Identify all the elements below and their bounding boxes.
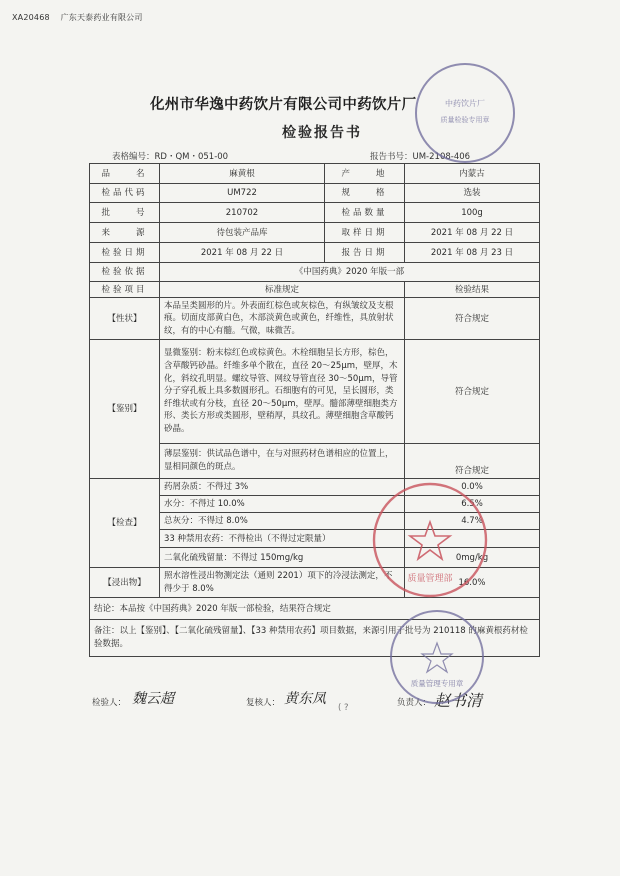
- report-number: 报告书号：UM-2108-406: [370, 152, 471, 162]
- quantity-value: 100g: [405, 203, 540, 223]
- microscopic-standard: 显微鉴别：粉末棕红色或棕黄色。木栓细胞呈长方形，棕色，含草酸钙砂晶。纤维多单个散在，直径 20～25μm，壁厚，木化，斜纹孔明显。螺纹导管、网纹导管直径 30～50μm，导管分子穿孔板上具多数圆形孔。石细胞有的可见，呈长圆形，类纤维状或有分枝，直径 20～50μm，壁厚。髓部薄壁细胞类方形、类长方形或类圆形，壁稍厚，具纹孔。薄壁细胞含草酸钙砂晶。: [160, 340, 405, 444]
- origin-value: 内蒙古: [405, 164, 540, 184]
- test-date-value: 2021 年 08 月 22 日: [160, 243, 325, 263]
- spec-value: 选装: [405, 184, 540, 203]
- source-value: 待包装产品库: [160, 223, 325, 243]
- origin-label: 产 地: [325, 164, 405, 184]
- svg-text:中药饮片厂: 中药饮片厂: [445, 99, 485, 108]
- batch-label: 批 号: [90, 203, 160, 223]
- form-number: 表格编号：RD・QM・051-00: [112, 152, 229, 162]
- responsible-signature: 赵书清: [434, 691, 483, 710]
- moisture-standard: 水分：不得过 10.0%: [160, 496, 405, 513]
- tlc-standard: 薄层鉴别：供试品色谱中，在与对照药材色谱相应的位置上，显相同颜色的斑点。: [160, 444, 405, 479]
- column-result-header: 检验结果: [405, 282, 540, 298]
- report-title: 检验报告书: [282, 125, 362, 141]
- reviewer-mark: ( ?: [338, 703, 349, 713]
- column-standard-header: 标准规定: [160, 282, 405, 298]
- extract-result: 16.0%: [405, 568, 540, 598]
- character-result: 符合规定: [405, 298, 540, 340]
- inspector-signature: 魏云超: [132, 691, 174, 707]
- inspector-label: 检验人：: [92, 698, 127, 708]
- sampling-date-value: 2021 年 08 月 22 日: [405, 223, 540, 243]
- check-label: 【检查】: [90, 479, 160, 568]
- top-corner-header: [12, 12, 151, 23]
- distributor-name: 广东天泰药业有限公司: [60, 13, 143, 22]
- batch-value: 210702: [160, 203, 325, 223]
- ash-standard: 总灰分：不得过 8.0%: [160, 513, 405, 530]
- moisture-result: 6.5%: [405, 496, 540, 513]
- spec-label: 规 格: [325, 184, 405, 203]
- qa-department-stamp: [368, 478, 492, 602]
- sulfur-dioxide-standard: 二氧化硫残留量：不得过 150mg/kg: [160, 548, 405, 568]
- svg-text:质量管理专用章: 质量管理专用章: [410, 679, 464, 688]
- reviewer-signature: 黄东凤: [284, 691, 326, 707]
- basis-value: 《中国药典》2020 年版一部: [160, 263, 540, 282]
- character-standard: 本品呈类圆形的片。外表面红棕色或灰棕色，有纵皱纹及支根痕。切面皮部黄白色，木部淡黄色或黄色，纤维性，具放射状纹，有的中心有髓。气微，味微苦。: [160, 298, 405, 340]
- sample-code-value: UM722: [160, 184, 325, 203]
- column-item-header: 检验项目: [90, 282, 160, 298]
- sampling-date-label: 取样日期: [325, 223, 405, 243]
- impurity-standard: 药屑杂质：不得过 3%: [160, 479, 405, 496]
- svg-text:质量检验专用章: 质量检验专用章: [440, 116, 490, 124]
- extract-standard: 照水溶性浸出物测定法（通则 2201）项下的冷浸法测定，不得少于 8.0%: [160, 568, 405, 598]
- reviewer-label: 复核人：: [246, 698, 281, 708]
- responsible-label: 负责人：: [397, 698, 432, 708]
- report-date-label: 报告日期: [325, 243, 405, 263]
- conclusion: 结论：本品按《中国药典》2020 年版一部检验，结果符合规定: [90, 598, 540, 620]
- quantity-label: 检品数量: [325, 203, 405, 223]
- svg-text:质量管理部: 质量管理部: [407, 574, 453, 584]
- source-label: 来 源: [90, 223, 160, 243]
- product-name-value: 麻黄根: [160, 164, 325, 184]
- product-name-label: 品 名: [90, 164, 160, 184]
- quality-inspection-stamp: [410, 58, 520, 168]
- sulfur-dioxide-result: 0mg/kg: [405, 548, 540, 568]
- sample-code-label: 检品代码: [90, 184, 160, 203]
- pesticide-standard: 33 种禁用农药：不得检出（不得过定限量）: [160, 530, 405, 548]
- qa-special-stamp: [386, 606, 488, 708]
- identification-label: 【鉴别】: [90, 340, 160, 479]
- basis-label: 检验依据: [90, 263, 160, 282]
- tlc-result: 符合规定: [405, 444, 540, 479]
- report-date-value: 2021 年 08 月 23 日: [405, 243, 540, 263]
- character-label: 【性状】: [90, 298, 160, 340]
- remark: 备注：以上【鉴别】、【二氧化硫残留量】、【33 种禁用农药】项目数据，来源引用于批号为 210118 的麻黄根药材检验数据。: [90, 620, 540, 657]
- test-date-label: 检验日期: [90, 243, 160, 263]
- document-code: XA20468: [12, 13, 50, 22]
- microscopic-result: 符合规定: [405, 340, 540, 444]
- company-title: 化州市华逸中药饮片有限公司中药饮片厂: [150, 97, 417, 113]
- impurity-result: 0.0%: [405, 479, 540, 496]
- ash-result: 4.7%: [405, 513, 540, 530]
- extract-label: 【浸出物】: [90, 568, 160, 598]
